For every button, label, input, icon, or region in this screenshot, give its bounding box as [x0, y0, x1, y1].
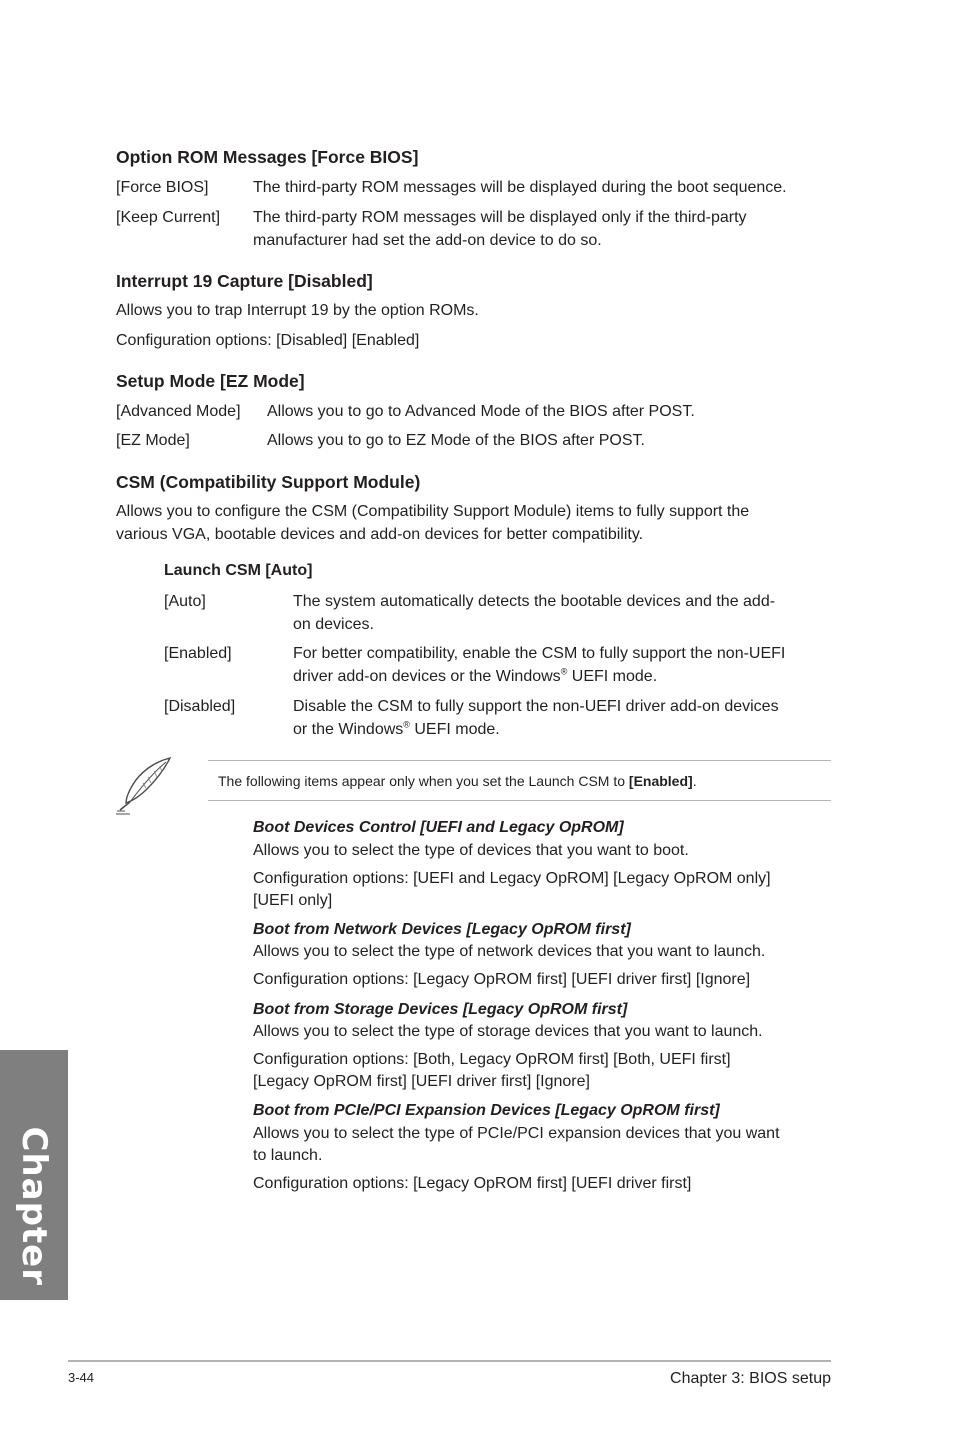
advanced-mode-label: [Advanced Mode]: [116, 403, 241, 420]
setup-mode-heading: Setup Mode [EZ Mode]: [116, 371, 305, 391]
chapter-tab-label: Chapter 3: [14, 1126, 54, 1324]
note-top-rule: [208, 760, 831, 761]
note-bottom-rule: [208, 800, 831, 801]
option-rom-heading: Option ROM Messages [Force BIOS]: [116, 147, 419, 167]
boot-devices-desc: Allows you to select the type of devices that you want to boot.: [253, 842, 689, 859]
note-text: The following items appear only when you set the Launch CSM to [Enabled].: [218, 773, 697, 789]
csm-disabled-desc-line2: or the Windows® UEFI mode.: [293, 719, 500, 738]
boot-network-desc: Allows you to select the type of network devices that you want to launch.: [253, 943, 766, 960]
boot-storage-heading: Boot from Storage Devices [Legacy OpROM first]: [253, 1001, 628, 1018]
boot-pcie-desc-line2: to launch.: [253, 1147, 323, 1164]
boot-storage-config-line1: Configuration options: [Both, Legacy OpROM first] [Both, UEFI first]: [253, 1051, 731, 1068]
csm-enabled-label: [Enabled]: [164, 645, 232, 662]
keep-current-label: [Keep Current]: [116, 209, 221, 226]
boot-devices-config-line1: Configuration options: [UEFI and Legacy OpROM] [Legacy OpROM only]: [253, 870, 771, 887]
ez-mode-desc: Allows you to go to EZ Mode of the BIOS after POST.: [267, 432, 645, 449]
registered-mark: ®: [403, 719, 410, 730]
ez-mode-label: [EZ Mode]: [116, 432, 190, 449]
keep-current-desc-line2: manufacturer had set the add-on device to do so.: [253, 232, 602, 249]
chapter-tab: [0, 1050, 68, 1324]
csm-enabled-desc-line2: driver add-on devices or the Windows® UEFI mode.: [293, 666, 658, 685]
force-bios-label: [Force BIOS]: [116, 179, 209, 196]
csm-heading: CSM (Compatibility Support Module): [116, 472, 421, 492]
interrupt19-heading: Interrupt 19 Capture [Disabled]: [116, 271, 373, 291]
boot-storage-config-line2: [Legacy OpROM first] [UEFI driver first] [Ignore]: [253, 1073, 590, 1090]
boot-pcie-config: Configuration options: [Legacy OpROM first] [UEFI driver first]: [253, 1175, 692, 1192]
boot-pcie-heading: Boot from PCIe/PCI Expansion Devices [Legacy OpROM first]: [253, 1102, 720, 1119]
csm-auto-label: [Auto]: [164, 593, 206, 610]
boot-network-heading: Boot from Network Devices [Legacy OpROM first]: [253, 921, 631, 938]
csm-enabled-desc-line1: For better compatibility, enable the CSM to fully support the non-UEFI: [293, 645, 786, 662]
csm-auto-desc-line1: The system automatically detects the bootable devices and the add-: [293, 593, 776, 610]
force-bios-desc: The third-party ROM messages will be displayed during the boot sequence.: [253, 179, 787, 196]
interrupt19-config: Configuration options: [Disabled] [Enabled]: [116, 332, 420, 349]
boot-devices-config-line2: [UEFI only]: [253, 892, 333, 909]
csm-desc-line1: Allows you to configure the CSM (Compatibility Support Module) items to fully support the: [116, 503, 750, 520]
advanced-mode-desc: Allows you to go to Advanced Mode of the BIOS after POST.: [267, 403, 695, 420]
registered-mark: ®: [560, 666, 568, 677]
launch-csm-heading: Launch CSM [Auto]: [164, 562, 313, 579]
csm-auto-desc-line2: on devices.: [293, 616, 374, 633]
boot-storage-desc: Allows you to select the type of storage devices that you want to launch.: [253, 1023, 763, 1040]
csm-disabled-desc-line1: Disable the CSM to fully support the non-UEFI driver add-on devices: [293, 698, 779, 715]
footer-rule: [68, 1360, 831, 1362]
boot-network-config: Configuration options: [Legacy OpROM first] [UEFI driver first] [Ignore]: [253, 971, 751, 988]
csm-desc-line2: various VGA, bootable devices and add-on devices for better compatibility.: [116, 526, 644, 543]
boot-pcie-desc-line1: Allows you to select the type of PCIe/PCI expansion devices that you want: [253, 1125, 780, 1142]
boot-devices-heading: Boot Devices Control [UEFI and Legacy OpROM]: [253, 819, 624, 836]
csm-disabled-label: [Disabled]: [164, 698, 236, 715]
interrupt19-desc: Allows you to trap Interrupt 19 by the option ROMs.: [116, 302, 479, 319]
keep-current-desc-line1: The third-party ROM messages will be displayed only if the third-party: [253, 209, 747, 226]
feather-pen-icon: [114, 756, 174, 816]
page-number: 3-44: [68, 1370, 95, 1385]
footer-chapter-title: Chapter 3: BIOS setup: [670, 1370, 831, 1387]
